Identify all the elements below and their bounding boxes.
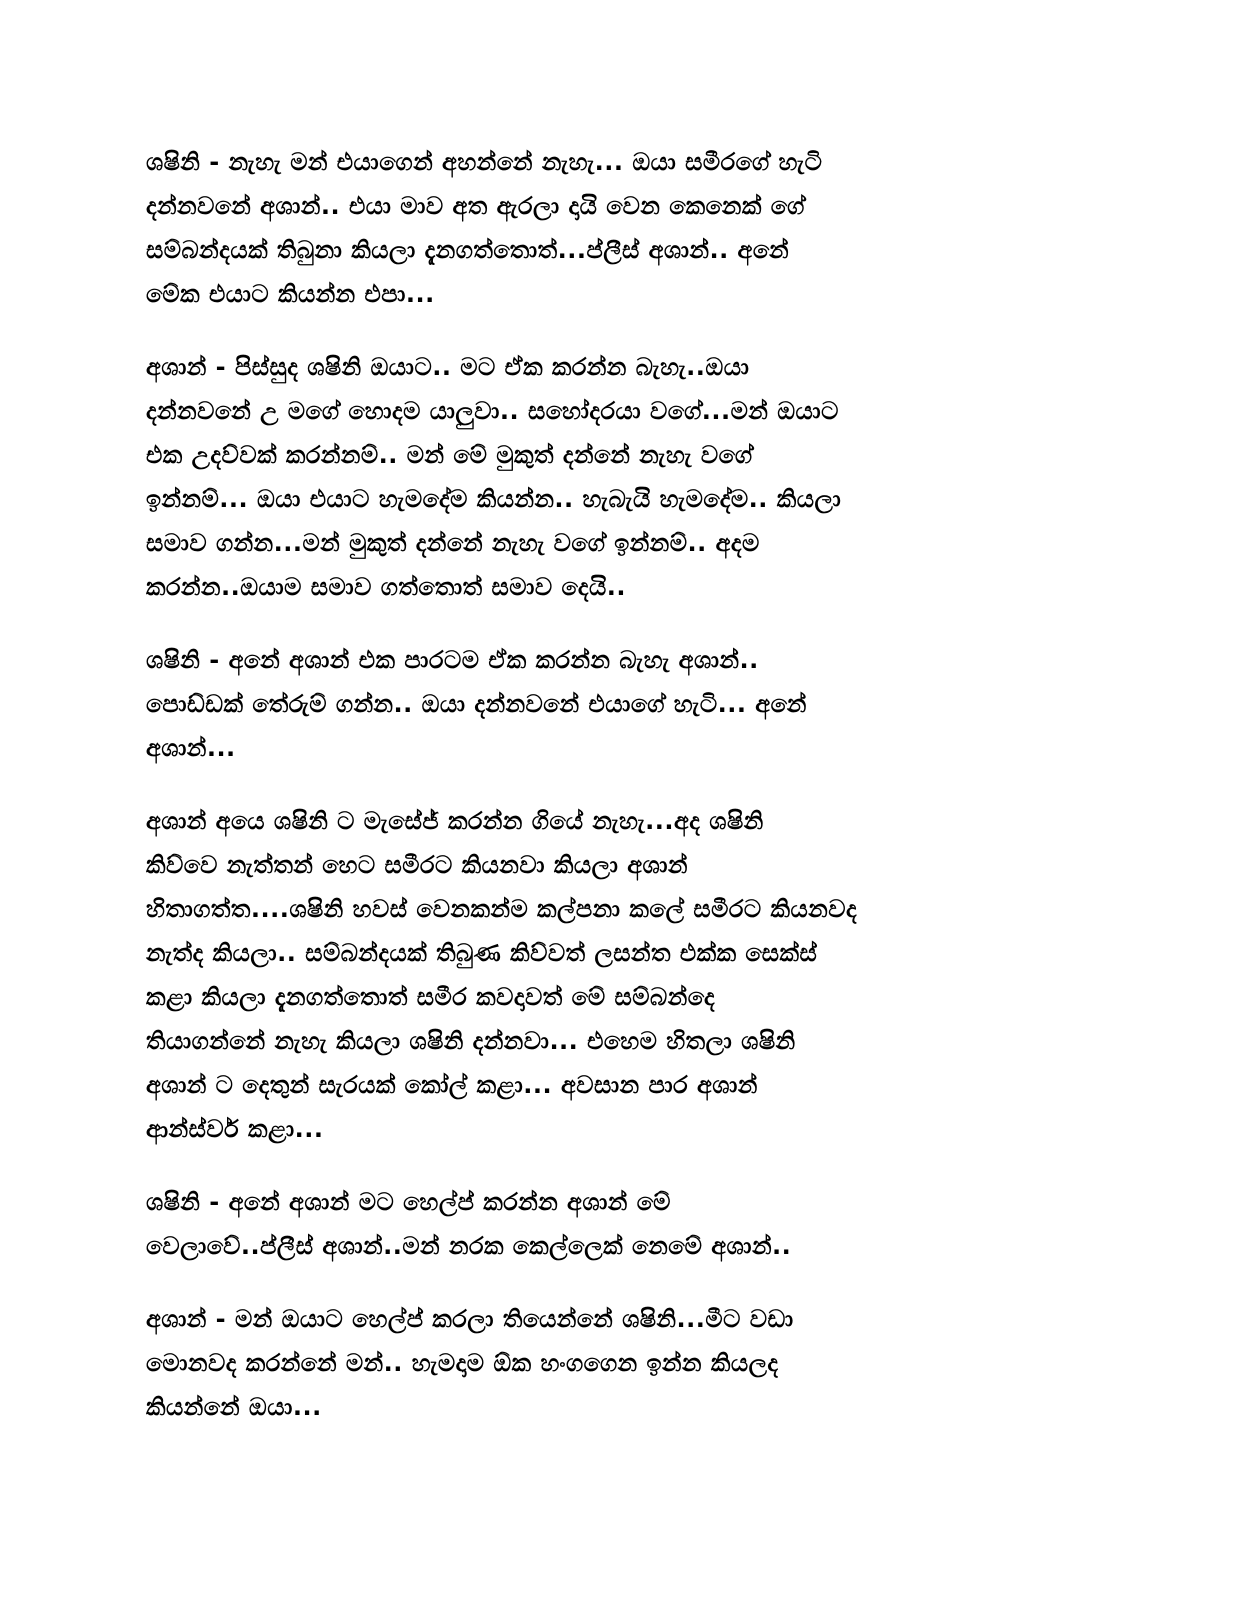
text-line: කරන්න..ඔයාම සමාව ගත්තොත් සමාව දෙයි..: [146, 573, 626, 601]
text-line: මේක එයාට කියන්න එපා...: [146, 280, 435, 308]
text-line: ඉන්නම්... ඔයා එයාට හැමදේම කියන්න.. හැබැයි හැමදේම.. කියලා: [146, 485, 842, 513]
text-line: තියාගන්නේ නැහැ කියලා ශෂිනි දන්නවා... එහෙම හිතලා ශෂිනි: [146, 1027, 796, 1055]
text-line: කියන්නේ ඔයා...: [146, 1393, 322, 1421]
text-line: අශාන් ට දෙතුන් සැරයක් කෝල් කළා... අවසාන පාර අශාන්: [146, 1071, 758, 1099]
text-line: අශාන් - පිස්සුද ශෂිනි ඔයාට.. මට ඒක කරන්න බැහැ..ඔයා: [146, 353, 750, 381]
text-line: සම්බන්දයක් තිබුනා කියලා දැනගත්තොත්...ප්ලීස් අශාන්.. අනේ: [146, 236, 790, 264]
text-line: නැත්ද කියලා.. සම්බන්දයක් තිබුණ කිව්වත් ලසන්ත එක්ක සෙක්ස්: [146, 939, 818, 967]
text-line: ශෂිනි - නැහැ මන් එයාගෙන් අහන්නේ නැහැ... ඔයා සමීරගේ හැටි: [146, 148, 823, 176]
text-line: මොනවද කරන්නේ මන්.. හැමදාම ඕක හංගගෙන ඉන්න කියලද: [146, 1349, 779, 1377]
text-line: එක උදව්වක් කරන්නම්.. මන් මේ මුකුත් දන්නේ නැහැ වගේ: [146, 441, 753, 469]
text-line: වෙලාවේ..ප්ලීස් අශාන්..මන් නරක කෙල්ලෙක් නෙමේ අශාන්..: [146, 1232, 792, 1260]
text-line: දන්නවනේ උ මගේ හොදම යාලුවා.. සහෝදරයා වගේ...මන් ඔයාට: [146, 397, 839, 425]
text-line: අශාන් අයෙ ශෂිනි ට මැසේජ් කරන්න ගියේ නැහැ...අද ශෂිනි: [146, 807, 764, 835]
text-line: කළා කියලා දැනගත්තොත් සමීර කවදාවත් මේ සම්බන්දෙ: [146, 983, 716, 1011]
text-line: ශෂිනි - අනේ අශාන් මට හෙල්ප් කරන්න අශාන් මේ: [146, 1188, 671, 1216]
text-line: ශෂිනි - අනේ අශාන් එක පාරටම ඒක කරන්න බැහැ අශාන්..: [146, 646, 759, 674]
text-line: අශාන්...: [146, 734, 236, 762]
document-body: [146, 140, 1076, 1458]
text-line: පොඩ්ඩක් තේරුම් ගන්න.. ඔයා දන්නවනේ එයාගේ හැටි... අනේ: [146, 690, 807, 718]
text-line: ආන්ස්වර් කළා...: [146, 1115, 324, 1143]
text-line: දන්නවනේ අශාන්.. එයා මාව අත ඇරලා දායි වෙන කෙනෙක් ගේ: [146, 192, 805, 220]
paragraph-narration: [146, 799, 1076, 1151]
paragraph-ashan-2: [146, 1297, 1076, 1429]
text-line: කිව්වෙ නැත්තන් හෙට සමීරට කියනවා කියලා අශාන්: [146, 851, 689, 879]
paragraph-shashini-2: [146, 638, 1076, 770]
text-line: සමාව ගන්න...මන් මුකුත් දන්නේ නැහැ වගේ ඉන්නම්.. අදම: [146, 529, 760, 557]
text-line: හිතාගත්ත....ශෂිනි හවස් වෙනකන්ම කල්පනා කලේ සමීරට කියනවද: [146, 895, 858, 923]
paragraph-ashan-1: [146, 345, 1076, 609]
text-line: අශාන් - මන් ඔයාට හෙල්ප් කරලා තියෙන්නේ ශෂිනි...මීට වඩා: [146, 1305, 794, 1333]
paragraph-shashini-3: [146, 1180, 1076, 1268]
paragraph-shashini-1: [146, 140, 1076, 316]
